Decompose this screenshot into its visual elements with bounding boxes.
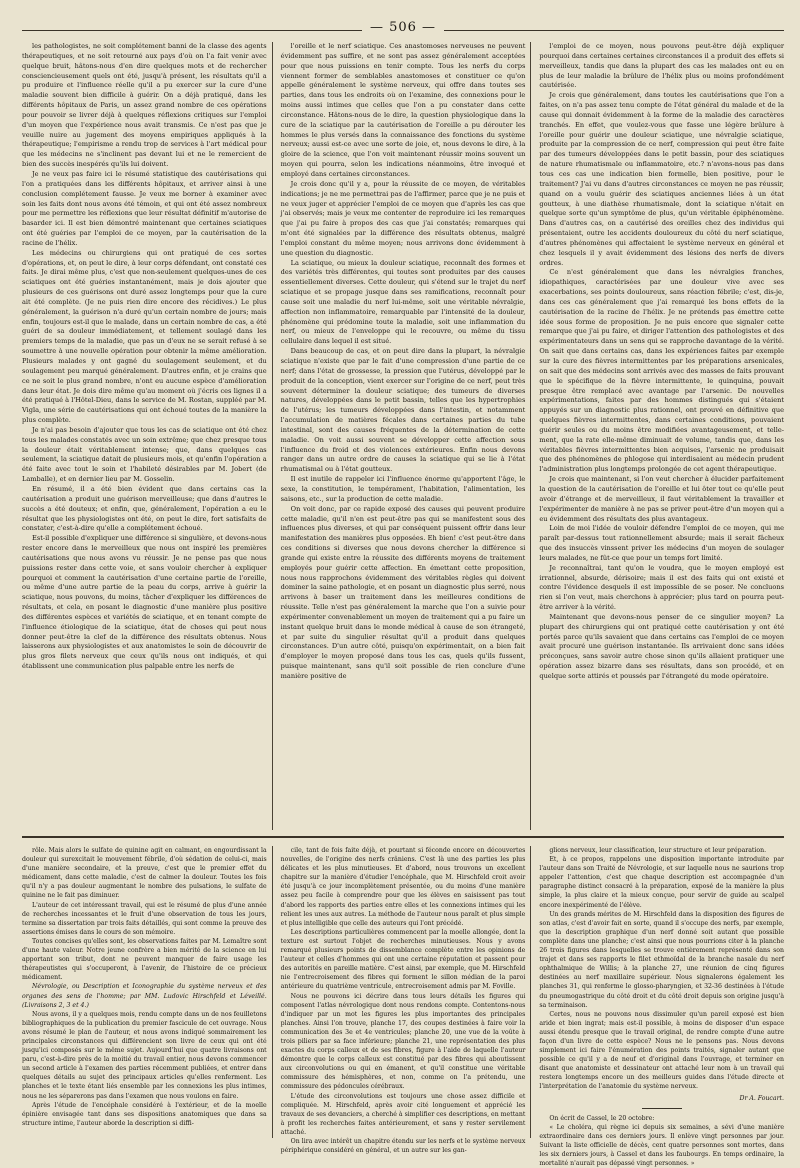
top-column-2 — [281, 42, 532, 830]
paragraph: Je ne veux pas faire ici le résumé statistique des cautérisations qui l'on a pratiquées dans les différents hôpitaux, et arriver ainsi à une conclusion complétement fausse. Je veux me borner à examiner avec soin les faits dont nous avons été témoin, et qui ont été assez nombreux pour me permettre les réflexions que leur résultat définitif m'autorise de basarder ici. Il est bien démontré maintenant que certaines sciatiques ont été guéries par l'emploi de ce moyen, par la cautérisation de la racine de l'hélix. — [22, 169, 267, 247]
page-number: — 506 — — [364, 20, 442, 35]
paragraph: Ce n'est généralement que dans les névralgies franches, idiopathiques, caractérisées par une douleur vive avec ses exacerbations, ses points douloureux, sans réaction fébrile; c'est, dis-je, dans ces cas généralement que j'ai remarqué les bons effets de la cautérisation de la racine de l'hélix. Je ne prétends pas émettre cette idée sous forme de proposition. Je ne puis encore que signaler cette remarque que j'ai pu faire, et diriger l'attention des pathologistes et des expérimentateurs dans un sens qui se rapproche davantage de la vérité. On sait que dans certains cas, dans les expériences faites par exemple sur la cure des fièvres intermittentes par les préparations arsenicales, on sait que des médecins sont arrivés avec des masses de faits prouvant que le spécifique de la fièvre intermittente, le quinquina, pouvait presque être remplacé avec avantage par l'arsenic. De nouvelles expérimentations, faites par des hommes distingués qui s'étaient appuyés sur un diagnostic plus rationnel, ont prouvé en définitive que quelques fièvres intermittentes, dans certaines conditions, pouvaient guérir seules ou du moins être modifiées avantageusement, et telle-ment, que la rate elle-même diminuait de volume, tandis que, dans les véritables fièvres intermittentes bien acquises, l'arsenic ne produisait que des phénomènes de phlogose qui interdisaient au médecin prudent l'administration plus longtemps prolongée de cet agent thérapeutique. — [539, 268, 785, 474]
top-column-3 — [539, 42, 784, 830]
running-head — [22, 16, 784, 42]
paragraph: Après l'étude de l'encéphale considéré à l'extérieur, et de la moelle épinière envisagée tant dans ses dispositions anatomiques que dans sa structure intime, l'auteur aborde la description si diffi- — [22, 1101, 267, 1127]
signature: Dr A. Foucart. — [739, 1094, 785, 1102]
paragraph: Maintenant que devons-nous penser de ce singulier moyen? La plupart des chirurgiens qui ont pratiqué cette cautérisation y ont été portés parce qu'ils savaient que dans certains cas l'emploi de ce moyen avait procuré une guérison instantanée. Ils arrivaient donc sans idées préconçues, sans savoir autre chose sinon qu'ils allaient pratiquer une opération assez bizarre dans ses résultats, dans son procédé, et en quelque sorte attirés et poussés par l'étrangeté du mode opératoire. — [539, 612, 785, 680]
paragraph: Je n'ai pas besoin d'ajouter que tous les cas de sciatique ont été chez tous les malades constatés avec un soin extrême; que chez presque tous la douleur était véritablement intense; que, dans quelques cas seulement, la sciatique datait de plusieurs mois, et qu'enfin l'opération a été faite avec tout le soin et l'habileté désirables par M. Jobert (de Lamballe), et en dernier lieu par M. Gosselin. — [22, 425, 267, 484]
paragraph: Dans beaucoup de cas, et on peut dire dans la plupart, la névralgie sciatique n'existe que par le fait d'une compression d'une partie de ce nerf; dans l'état de grossesse, la pression que l'utérus, développé par le produit de la conception, vient exercer sur l'origine de ce nerf, peut très souvent déterminer la douleur sciatique; des tumeurs de diverses natures, développées dans le petit bassin, telles que les hypertrophies de l'utérus; les tumeurs développées dans l'intestin, et notamment l'accumulation de matières fécales dans certaines parties du tube intestinal, sont des causes fréquentes de la détermination de cette maladie. On voit aussi souvent se développer cette affection sous l'influence du froid et des violences extérieures. Enfin nous devons ranger dans un autre ordre de causes la sciatique qui se lie à l'état rhumatismal ou à l'état goutteux. — [280, 347, 526, 474]
paragraph: La sciatique, ou mieux la douleur sciatique, reconnaît des formes et des variétés très différentes, qui toutes sont produites par des causes essentiellement diverses. Cette douleur, qui s'étend sur le trajet du nerf sciatique et se propage jusque dans ses ramifications, reconnaît pour cause soit une maladie du nerf lui-même, soit une véritable névralgie, affection non inflammatoire, remarquable par l'intensité de la douleur, phénomène qui prédomine toute la maladie, soit une inflammation du nerf, ou mieux de l'enveloppe qui le recouvre, ou même du tissu cellulaire dans lequel il est situé. — [280, 258, 526, 346]
paragraph: l'oreille et le nerf sciatique. Ces anastomoses nerveuses ne peuvent évidemment pas suffire, et ne sont pas assez généralement acceptées pour que nous puissions en tenir compte. Tous les nerfs du corps viennent former de semblables anastomoses et constituer ce qu'on appelle généralement le système nerveux, qui offre dans toutes ses parties, dans tous les endroits où on l'examine, des connexions pour le moins aussi intimes que celles que l'on a pu constater dans cette circonstance. Hâtons-nous de le dire, la question physiologique dans la cure de la sciatique par la cautérisation de l'oreille a pu dérouter les hommes le plus versés dans la connaissance des fonctions du système nerveux; aussi est-ce avec une sorte de joie, et, nous devons le dire, à la gloire de la science, que l'on voit maintenant réussir moins souvent un moyen qui pourra, selon les indications néanmoins, être invoqué et employé dans certaines circonstances. — [280, 42, 526, 178]
newspaper-page — [22, 16, 785, 1168]
book-review-heading: Névrologie, ou Description et Iconographie du système nerveux et des organes des sens de l'homme; par MM. Ludovic Hirschfeld et Léveillé. (Livraisons 2, 3 et 4.) — [22, 983, 267, 1009]
paragraph: L'auteur de cet intéressant travail, qui est le résumé de plus d'une année de recherches incessantes et le fruit d'une observation de tous les jours, termine sa dissertation par trois faits détaillés, qui sont comme la preuve des assertions émises dans le cours de son mémoire. — [22, 901, 267, 936]
top-article — [22, 42, 784, 830]
paragraph: Je crois que généralement, dans toutes les cautérisations que l'on a faites, on n'a pas assez tenu compte de l'état général du malade et de la cause qui donnait évidemment à la forme de la maladie des caractères tranchés. En effet, que voulez-vous que fasse une légère brûlure à l'oreille pour guérir une douleur sciatique, une névralgie sciatique, produite par la compression de ce nerf, compression qui peut être faite par des tumeurs développées dans le petit bassin, pour des sciatiques de nature rhumatismale ou inflammatoire, etc.? n'avons-nous pas dans tous ces cas une indication bien formelle, bien positive, pour le traitement? J'ai vu dans d'autres circonstances ce moyen ne pas réussir, quand on a voulu guérir des sciatiques anciennes liées à un état goutteux, à une diathèse rhumatismale, dont la sciatique n'était en quelque sorte qu'un symptôme de plus, qu'un véritable épiphénomène. Dans d'autres cas, on a cautérisé des oreilles chez des individus qui présentaient, outre les accidents douloureux du côté du nerf sciatique, d'autres phénomènes qui affectaient le système nerveux en général et chez lesquels il y avait évidemment des lésions des nerfs de divers ordres. — [539, 91, 785, 267]
news-divider — [642, 1108, 682, 1109]
paragraph: Nous ne pouvons ici décrire dans tous leurs détails les figures qui composent l'atlas névrologique dont nous rendons compte. Contentons-nous d'indiquer par un mot les figures les plus importantes des principales planches. Ainsi l'on trouve, planche 17, des coupes destinées à faire voir la communication des 3e et 4e ventricules; planche 20, une vue de la voûte à trois piliers par sa face inférieure; planche 21, une représentation des plus exactes du corps calleux et de ses fibres, figure à l'aide de laquelle l'auteur démontre que le corps calleux est constitué par des fibres qui aboutissent aux circonvolutions ou qui en émanent, et qu'il constitue une véritable commissure des hémisphères, et non, comme on l'a prétendu, une commissure des pédoncules cérébraux. — [280, 992, 526, 1091]
bottom-column-1 — [22, 846, 273, 1138]
paragraph: En résumé, il a été bien évident que dans certains cas la cautérisation a produit une guérison merveilleuse; que dans d'autres le succès a été douteux; et enfin, que, généralement, l'opération a eu le résultat que les physiologistes ont été, on peut le dire, fort satisfaits de constater, c'est-à-dire qu'elle a complétement échoué. — [22, 484, 267, 533]
paragraph: cile, tant de fois faite déjà, et pourtant si féconde encore en découvertes nouvelles, de l'origine des nerfs crâniens. C'est là une des parties les plus délicates et les plus minutieuses. Et d'abord, nous trouvons un excellent chapitre sur la manière d'étudier l'encéphale, que M. Hirschfeld croit avoir été jusqu'à ce jour incomplètement présentée, ou du moins d'une manière assez peu facile à comprendre pour que les élèves en saisissent pas tout d'abord les rapports des parties entre elles et les connexions intimes qui les relient les unes aux autres. La méthode de l'auteur nous paraît et plus simple et plus intelligible que celle des auteurs qui l'ont précédé. — [280, 847, 526, 927]
paragraph: Les descriptions particulières commencent par la moelle allongée, dont la texture est surtout l'objet de recherches minutieuses. Nous y avons remarqué plusieurs points de dissemblance complète entre les opinions de l'auteur et celles d'hommes qui ont une certaine réputation et passent pour des autorités en pareille matière. C'est ainsi, par exemple, que M. Hirschfeld nie l'entrecroisement des fibres qui forment le sillon médian de la paroi antérieure du quatrième ventricule, entrecroisement admis par M. Foville. — [280, 928, 526, 991]
paragraph: Est-il possible d'expliquer une différence si singulière, et devons-nous rester encore dans le merveilleux que nous ont inspiré les premières cautérisations que nous avons vu réussir. Je ne pense pas que nous puissions rester dans cette voie, et sans vouloir chercher à expliquer pourquoi et comment la cautérisation d'une certaine partie de l'oreille, ou même d'une autre partie de la peau du corps, arrive à guérir la sciatique, nous pouvons, du moins, tâcher d'expliquer les différences de résultats, et cela, en posant le diagnostic d'une manière plus positive des différentes espèces et variétés de sciatique, et en tenant compte de l'influence étiologique de la sciatique, état de choses qui peut nous donner peut-être la clef de la différence des résultats obtenus. Nous laisserons aux physiologistes et aux anatomistes le soin de découvrir de plus gros filets nerveux que ceux qu'ils nous ont indiqués, et qui établissent une communication plus palpable entre les nerfs de — [22, 534, 267, 671]
paragraph: rôle. Mais alors le sulfate de quinine agit en calmant, en engourdissant la douleur qui surexcitait le mouvement fébrile, d'où sédation de celui-ci, mais d'une manière secondaire, et la preuve, c'est que le premier effet du médicament, dans cette maladie, c'est de calmer la douleur. Toutes les fois qu'il n'y a pas douleur augmentant le nombre des pulsations, le sulfate de quinine ne le fait pas diminuer. — [22, 847, 267, 900]
paragraph: Loin de moi l'idée de vouloir défendre l'emploi de ce moyen, qui me paraît par-dessus tout rationnellement absurde; mais il serait fâcheux que des insuccès vinssent priver les médecins d'un moyen de soulager leurs malades, ne fût-ce que pour un temps fort limité. — [539, 524, 785, 562]
paragraph: Il est inutile de rappeler ici l'influence énorme qu'apportent l'âge, le sexe, la constitution, le tempérament, l'habitation, l'alimentation, les saisons, etc., sur la production de cette maladie. — [280, 475, 526, 503]
paragraph: les pathologistes, ne soit complétement banni de la classe des agents thérapeutiques, et ne soit retourné aux pays d'où on l'a fait venir avec quelque bruit, hâtons-nous d'en dire quelques mots et de rechercher consciencieusement quels ont été, jusqu'à présent, les résultats qu'il a pu produire et l'influence réelle qu'il a pu exercer sur la cure d'une maladie souvent bien difficile à guérir. On a déjà pratiqué, dans les différents hôpitaux de Paris, un assez grand nombre de ces opérations pour pouvoir se livrer déjà à quelques réflexions critiques sur l'emploi d'un moyen que l'expérience nous avait transmis. Ce n'est pas que je veuille nuire au jugement des moyens empiriques appliqués à la thérapeutique; l'empirisme a rendu trop de services à l'art médical pour que les médecins ne s'inclinent pas devant lui et ne le remercient de bien des succès inespérés qu'ils lui doivent. — [22, 42, 267, 169]
head-rule-right — [444, 30, 784, 31]
paragraph: L'étude des circonvolutions est toujours une chose assez difficile et compliquée. M. Hirschfeld, après avoir cité longuement et apprécié les travaux de ses devanciers, a cherché à simplifier ces descriptions, en mettant à profit les recherches faites antérieurement, et sans y rester servilement attaché. — [280, 1092, 526, 1136]
head-rule-left — [22, 30, 362, 31]
bottom-column-3 — [539, 846, 785, 1168]
paragraph: On lira avec intérêt un chapitre étendu sur les nerfs et le système nerveux périphérique considéré en général, et un autre sur les gan- — [280, 1138, 526, 1155]
paragraph: Et, à ce propos, rappelons une disposition importante introduite par l'auteur dans son Traité de Névrologie, et sur laquelle nous ne saurions trop appeler l'attention, c'est que chaque description est accompagnée d'un paragraphe distinct consacré à la préparation, exposé de la manière la plus simple, la plus claire et la mieux conçue, pour servir de guide au scalpel encore inexpérimenté de l'élève. — [539, 856, 785, 909]
paragraph: Toutes concises qu'elles sont, les observations faites par M. Lemaître sont d'une haute valeur. Notre jeune confrère a bien mérité de la science en lui apportant son tribut, dont ne peuvent manquer de faire usage les thérapeutistes qui s'occuperont, à l'avenir, de l'histoire de ce précieux médicament. — [22, 937, 267, 982]
bottom-column-2 — [280, 846, 532, 1155]
paragraph: Nous avons, il y a quelques mois, rendu compte dans un de nos feuilletons bibliographiques de la publication du premier fascicule de cet ouvrage. Nous avons résumé le plan de l'auteur, et nous avons indiqué sommairement les principales circonstances qui différencient son livre de ceux qui ont été jusqu'ici composés sur le même sujet. Aujourd'hui que quatre livraisons ont paru, c'est-à-dire près de la moitié du travail entier, nous devons commencer un second article à l'examen des parties récemment publiées, et entrer dans quelques détails au sujet des principaux articles qu'elles renferment. Les planches et le texte étant liés ensemble par les connexions les plus intimes, nous ne les séparerons pas dans l'examen que nous voulons en faire. — [22, 1010, 267, 1100]
paragraph: Je crois que maintenant, si l'on veut chercher à élucider parfaitement la question de la cautérisation de l'oreille et lui ôter tout ce qu'elle peut avoir d'étrange et de merveilleux, il faut véritablement la travailler et l'expérimenter de manière à ne pas se priver peut-être d'un moyen qui a eu évidemment des résultats des plus avantageux. — [539, 475, 785, 523]
paragraph: On voit donc, par ce rapide exposé des causes qui peuvent produire cette maladie, qu'il n'en est peut-être pas qui se manifestent sous des influences plus diverses, et qui par conséquent puissent offrir dans leur manifestation des manières plus opposées. Eh bien! c'est peut-être dans ces conditions si diverses que nous devons chercher la différence si grande qui existe entre la réussite des différents moyens de traitement employés pour guérir cette affection. En émettant cette proposition, nous nous rapprochons évidemment des véritables règles qui doivent dominer la saine pathologie, et en posant un diagnostic plus serré, nous arrivons à baser un traitement dans les meilleures conditions de réussite. Telle n'est pas généralement la marche que l'on a suivie pour expérimenter convenablement un moyen de traitement qui a pu faire un instant quelque bruit dans le monde médical à cause de son étrangeté, et par suite du singulier résultat qu'il a produit dans quelques circonstances. D'un autre côté, puisqu'on expérimentait, on a bien fait d'employer le moyen proposé dans tous les cas, quels qu'ils fussent, puisque maintenant, sans qu'il soit possible de rien conclure d'une manière positive de — [280, 504, 526, 680]
paragraph: Certes, nous ne pouvons nous dissimuler qu'un pareil exposé est bien aride et bien ingrat; mais est-il possible, à moins de disposer d'un espace aussi étendu presque que le travail original, de rendre compte d'une autre façon d'un livre de cette espèce? Nous ne le pensons pas. Nous devons simplement ici faire l'énumération des points traités, signaler autant que possible ce qu'il y a de neuf et d'original dans l'ouvrage, et terminer en disant que anatomiste et dessinateur ont attaché leur nom à un travail qui restera longtemps encore un des meilleurs guides dans l'étude directe et l'interprétation de l'anatomie du système nerveux. — [539, 1010, 785, 1091]
paragraph: glions nerveux, leur classification, leur structure et leur préparation. — [549, 847, 767, 854]
paragraph: Un des grands mérites de M. Hirschfeld dans la disposition des figures de son atlas, c'est d'avoir fait en sorte, quand il s'occupe des nerfs, par exemple, que la description graphique d'un nerf donné soit autant que possible complète dans une planche; c'est ainsi que nous pourrions citer à la planche 26 trois figures dans lesquelles se trouve entièrement représenté dans son trajet et dans ses rapports le filet ethmoïdal de la branche nasale du nerf ophthalmique de Willis; à la planche 27, une réunion de cinq figures destinées au nerf maxillaire supérieur. Nous signalerons également les planches 31, qui renferme le glosso-pharyngien, et 32-36 destinées à l'étude du pneumogastrique du côté droit et du côté droit depuis son origine jusqu'à sa terminaison. — [539, 910, 785, 1009]
top-column-1 — [22, 42, 273, 830]
paragraph: l'emploi de ce moyen, nous pouvons peut-être déjà expliquer pourquoi dans certaines certaines circonstances il a produit des effets si merveilleux, tandis que dans la plupart des cas les malades ont eu en plus de leur maladie la brûlure de l'hélix plus ou moins profondément cautérisée. — [539, 42, 785, 90]
section-divider — [22, 836, 784, 838]
paragraph: « Le choléra, qui règne ici depuis six semaines, a sévi d'une manière extraordinaire dans ces derniers jours. Il enlève vingt personnes par jour. Suivant la liste officielle de décès, cent quatre personnes sont mortes, dans les six derniers jours, à Cassel et dans les faubourgs. En temps ordinaire, la mortalité n'aurait pas dépassé vingt personnes. » — [539, 1123, 785, 1168]
paragraph: Les médecins ou chirurgiens qui ont pratiqué de ces sortes d'opérations, et, on peut le dire, à leur corps défendant, ont constaté ces faits. Je dirai même plus, c'est que non-seulement quelques-unes de ces sciatiques ont été guéries instantanément, mais je dois ajouter que plusieurs de ces guérisons ont duré assez longtemps pour que la cure ait été complète. (Je ne puis rien dire encore des récidives.) Le plus généralement, la guérison n'a duré qu'un certain nombre de jours; mais enfin, toujours est-il que le malade, dans un certain nombre de cas, a été guéri de sa douleur immédiatement, et tellement soulagé dans les premiers temps de la maladie, que pas un d'eux ne se serait refusé à se soumettre à une nouvelle opération pour obtenir la même amélioration. Plusieurs malades y ont gagné du soulagement seulement, et du soulagement peu marqué généralement. D'autres enfin, et je crains que ce ne soit le plus grand nombre, n'ont eu aucune espèce d'amélioration dans leur état. Je dois dire même qu'au moment où j'écris ces lignes il a été pratiqué à l'Hôtel-Dieu, dans le service de M. Rostan, suppléé par M. Vigla, une série de cautérisations qui ont échoué toutes de la manière la plus complète. — [22, 248, 267, 425]
feuilleton — [22, 846, 785, 1168]
paragraph: Je reconnaîtrai, tant qu'on le voudra, que le moyen employé est irrationnel, absurde, dérisoire; mais il est des faits qui ont existé et contre l'évidence desquels il est impossible de se poser. Ne concluons rien si l'on veut, mais cherchons à apprécier; plus tard on pourra peut-être arriver à la vérité. — [539, 563, 785, 612]
paragraph: Je crois donc qu'il y a, pour la réussite de ce moyen, de véritables indications; je ne me permettrai pas de l'affirmer, parce que je ne puis et ne veux juger et apprécier l'emploi de ce moyen que d'après les cas que j'ai observés; mais je veux me contenter de reproduire ici les remarques que j'ai pu faire à propos des cas que j'ai constatés; remarques qui m'ont été signalées par la différence des résultats obtenus, malgré l'emploi constant du même moyen; nous arrivons donc évidemment à une question du diagnostic. — [280, 179, 526, 257]
news-dateline: On écrit de Cassel, le 20 octobre: — [549, 1114, 655, 1122]
